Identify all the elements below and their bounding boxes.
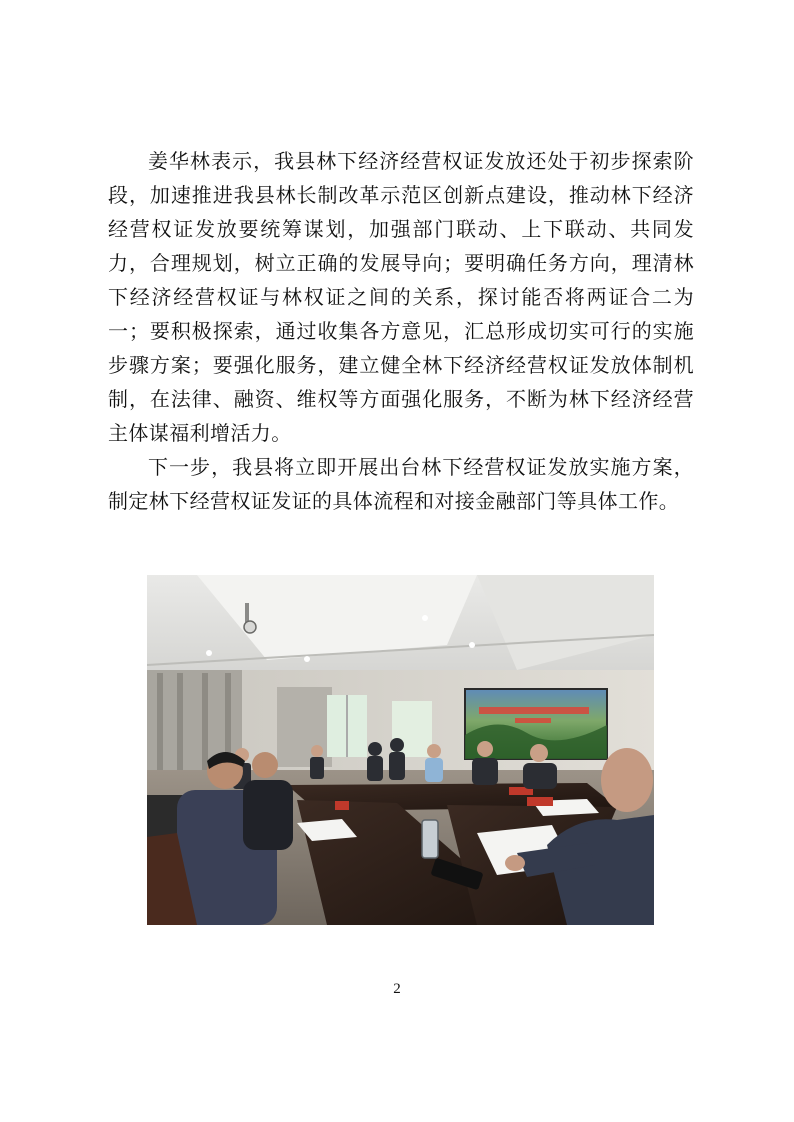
camera-icon [244,621,256,633]
curtain-middle [277,687,332,767]
paragraph-next-steps: 下一步，我县将立即开展出台林下经营权证发放实施方案，制定林下经营权证发证的具体流程和对接金融部门等具体工作。 [108,455,694,513]
meeting-photo [147,575,654,925]
body-text [108,144,694,518]
paragraph-statement: 姜华林表示，我县林下经济经营权证发放还处于初步探索阶段，加速推进我县林长制改革示范区创新点建设，推动林下经济经营权证发放要统筹谋划，加强部门联动、上下联动、共同发力，合理规划，树立正确的发展导向；要明确任务方向，理清林下经济经营权证与林权证之间的关系，探讨能否将两证合二为一；要积极探索，通过收集各方意见，汇总形成切实可行的实施步骤方案；要强化服务，建立健全林下经济经营权证发放体制机制，在法律、融资、维权等方面强化服务，不断为林下经济经营主体谋福利增活力。 [108,149,694,445]
page-number: 2 [393,981,401,997]
tea-cup [422,820,438,858]
